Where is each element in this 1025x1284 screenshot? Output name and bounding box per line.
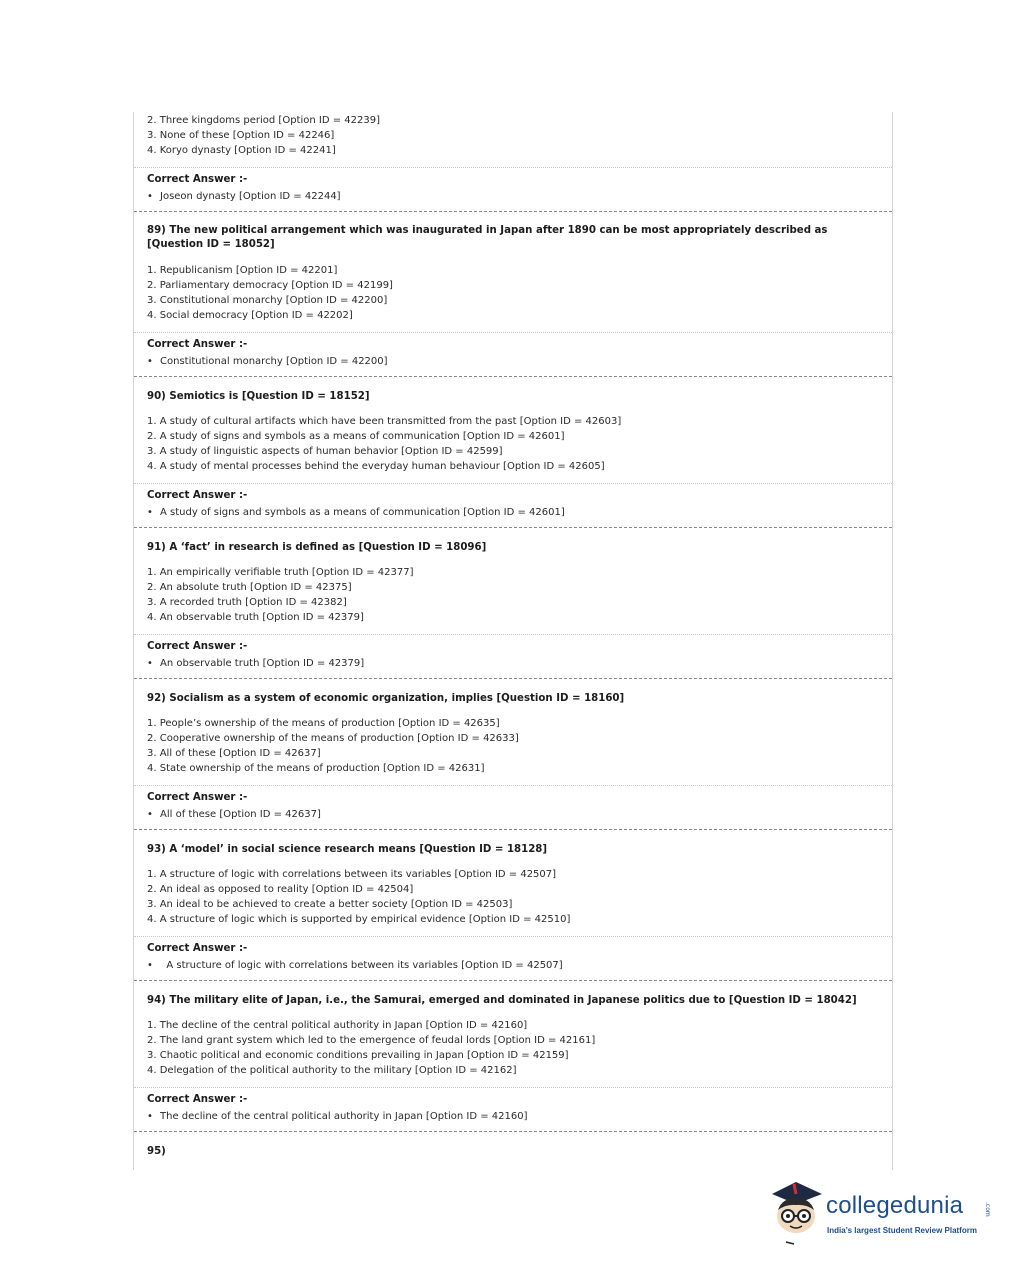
correct-answer: • Constitutional monarchy [Option ID = 42200] (147, 356, 388, 367)
option-text: 2. Cooperative ownership of the means of production [Option ID = 42633] (147, 733, 519, 744)
option-text: 3. A study of linguistic aspects of human behavior [Option ID = 42599] (147, 446, 503, 457)
question-text: 92) Socialism as a system of economic organization, implies [Question ID = 18160] (147, 693, 625, 704)
logo-domain: .com (984, 1202, 991, 1217)
correct-answer: • The decline of the central political authority in Japan [Option ID = 42160] (147, 1111, 528, 1122)
option-text: 1. A study of cultural artifacts which have been transmitted from the past [Option ID = 42603] (147, 416, 622, 427)
question-divider (134, 211, 892, 212)
option-text: 1. A structure of logic with correlations between its variables [Option ID = 42507] (147, 869, 557, 880)
option-text: 2. Three kingdoms period [Option ID = 42239] (147, 115, 380, 126)
correct-answer: • A study of signs and symbols as a means of communication [Option ID = 42601] (147, 507, 565, 518)
question-text: 89) The new political arrangement which was inaugurated in Japan after 1890 can be most appropriately described as [Question ID = 18052] (147, 225, 828, 250)
correct-answer-label: Correct Answer :- (147, 641, 248, 652)
option-text: 1. The decline of the central political authority in Japan [Option ID = 42160] (147, 1020, 528, 1031)
option-text: 4. Delegation of the political authority to the military [Option ID = 42162] (147, 1065, 517, 1076)
divider (134, 167, 892, 168)
collegedunia-logo[interactable] (766, 1178, 996, 1248)
correct-answer: • An observable truth [Option ID = 42379] (147, 658, 365, 669)
divider (134, 936, 892, 937)
correct-answer-label: Correct Answer :- (147, 1094, 248, 1105)
option-text: 1. People’s ownership of the means of production [Option ID = 42635] (147, 718, 500, 729)
question-divider (134, 1131, 892, 1132)
option-text: 2. A study of signs and symbols as a means of communication [Option ID = 42601] (147, 431, 565, 442)
question-text: 90) Semiotics is [Question ID = 18152] (147, 391, 370, 402)
divider (134, 1087, 892, 1088)
question-text: 93) A ‘model’ in social science research means [Question ID = 18128] (147, 844, 548, 855)
option-text: 3. Chaotic political and economic conditions prevailing in Japan [Option ID = 42159] (147, 1050, 569, 1061)
divider (134, 634, 892, 635)
correct-answer-label: Correct Answer :- (147, 943, 248, 954)
option-text: 4. Social democracy [Option ID = 42202] (147, 310, 353, 321)
option-text: 4. A study of mental processes behind the everyday human behaviour [Option ID = 42605] (147, 461, 605, 472)
option-text: 2. An ideal as opposed to reality [Option ID = 42504] (147, 884, 414, 895)
option-text: 2. Parliamentary democracy [Option ID = 42199] (147, 280, 393, 291)
correct-answer-label: Correct Answer :- (147, 174, 248, 185)
option-text: 1. An empirically verifiable truth [Option ID = 42377] (147, 567, 414, 578)
correct-answer-label: Correct Answer :- (147, 490, 248, 501)
correct-answer-label: Correct Answer :- (147, 792, 248, 803)
question-text: 94) The military elite of Japan, i.e., the Samurai, emerged and dominated in Japanese politics due to [Question ID = 18042] (147, 995, 857, 1006)
option-text: 1. Republicanism [Option ID = 42201] (147, 265, 338, 276)
option-text: 4. State ownership of the means of production [Option ID = 42631] (147, 763, 485, 774)
question-paper-frame (133, 112, 893, 1170)
option-text: 3. An ideal to be achieved to create a better society [Option ID = 42503] (147, 899, 513, 910)
mascot-icon (766, 1178, 826, 1248)
question-divider (134, 829, 892, 830)
logo-wordmark: collegedunia (826, 1192, 964, 1219)
option-text: 3. None of these [Option ID = 42246] (147, 130, 335, 141)
option-text: 4. Koryo dynasty [Option ID = 42241] (147, 145, 336, 156)
divider (134, 785, 892, 786)
option-text: 4. An observable truth [Option ID = 42379] (147, 612, 364, 623)
question-divider (134, 980, 892, 981)
option-text: 4. A structure of logic which is supported by empirical evidence [Option ID = 42510] (147, 914, 571, 925)
question-text: 91) A ‘fact’ in research is defined as [Question ID = 18096] (147, 542, 487, 553)
correct-answer: • Joseon dynasty [Option ID = 42244] (147, 191, 341, 202)
option-text: 3. All of these [Option ID = 42637] (147, 748, 321, 759)
question-divider (134, 527, 892, 528)
option-text: 2. An absolute truth [Option ID = 42375] (147, 582, 352, 593)
option-text: 3. Constitutional monarchy [Option ID = 42200] (147, 295, 388, 306)
correct-answer-label: Correct Answer :- (147, 339, 248, 350)
correct-answer: • All of these [Option ID = 42637] (147, 809, 321, 820)
divider (134, 483, 892, 484)
logo-tagline: India’s largest Student Review Platform (827, 1226, 977, 1235)
question-divider (134, 376, 892, 377)
correct-answer: • A structure of logic with correlations between its variables [Option ID = 42507] (147, 960, 563, 971)
option-text: 2. The land grant system which led to the emergence of feudal lords [Option ID = 42161] (147, 1035, 596, 1046)
question-divider (134, 678, 892, 679)
question-text: 95) (147, 1146, 166, 1157)
option-text: 3. A recorded truth [Option ID = 42382] (147, 597, 347, 608)
divider (134, 332, 892, 333)
